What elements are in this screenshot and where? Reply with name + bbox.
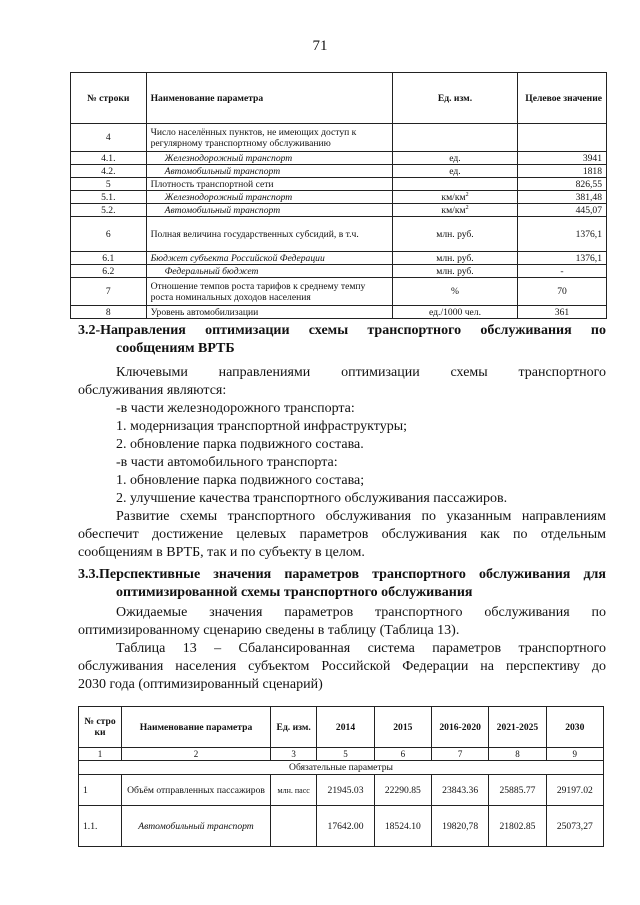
list-item: 2. обновление парка подвижного состава. [116, 437, 364, 452]
row-unit [393, 191, 518, 204]
heading-line: оптимизированной схемы транспортного обслуживания [116, 585, 473, 600]
section-title: Обязательные параметры [79, 761, 604, 775]
row-value: - [517, 265, 606, 278]
unit-superscript: 2 [465, 191, 469, 198]
page-number: 71 [312, 38, 328, 54]
header-2016-2020: 2016-2020 [431, 707, 488, 748]
header-row-number: № строки [71, 73, 147, 124]
value-2014: 17642.00 [317, 806, 374, 847]
row-unit [393, 124, 518, 152]
section-3-2-heading [78, 322, 606, 358]
value-2015: 22290.85 [374, 775, 431, 806]
table-row [71, 124, 607, 152]
value-2016-2020: 23843.36 [431, 775, 488, 806]
row-unit [270, 806, 316, 847]
row-unit: % [393, 278, 518, 306]
header-2030: 2030 [546, 707, 603, 748]
table-row [79, 806, 604, 847]
table-row [71, 306, 607, 319]
row-value: 826,55 [517, 178, 606, 191]
list-title: -в части железнодорожного транспорта: [116, 401, 355, 416]
row-unit: млн. руб. [393, 252, 518, 265]
row-number: 4.1. [71, 152, 147, 165]
header-parameter-name: Наименование параметра [146, 73, 392, 124]
row-value: 361 [517, 306, 606, 319]
list-item: 1. обновление парка подвижного состава; [116, 473, 365, 488]
paragraph-line: оптимизированному сценарию сведены в таблицу (Таблица 13). [78, 623, 460, 638]
row-number: 7 [71, 278, 147, 306]
header-2021-2025: 2021-2025 [489, 707, 546, 748]
value-2016-2020: 19820,78 [431, 806, 488, 847]
row-number: 8 [71, 306, 147, 319]
heading-line: сообщениям ВРТБ [116, 341, 235, 356]
column-number: 2 [121, 748, 270, 761]
value-2030: 29197.02 [546, 775, 603, 806]
unit-text: км/км [441, 204, 466, 216]
row-value: 3941 [517, 152, 606, 165]
row-number: 4 [71, 124, 147, 152]
paragraph-line: Ожидаемые значения параметров транспортного обслуживания по [116, 605, 606, 620]
table-header-row [79, 707, 604, 748]
header-target-value: Целевое значение [517, 73, 606, 124]
heading-line: 3.3.Перспективные значения параметров транспортного обслуживания для [78, 567, 606, 582]
row-unit: млн. пасс [270, 775, 316, 806]
table-row [71, 252, 607, 265]
row-value: 1818 [517, 165, 606, 178]
row-name: Полная величина государственных субсидий, в т.ч. [146, 217, 392, 252]
target-parameters-table [70, 72, 607, 319]
table-caption-line: обслуживания населения субъектом Российской Федерации на перспективу до [78, 659, 606, 674]
column-number: 9 [546, 748, 603, 761]
row-name: Уровень автомобилизации [146, 306, 392, 319]
paragraph-line: Развитие схемы транспортного обслуживания по указанным направлениям [116, 509, 606, 524]
row-number: 5.1. [71, 191, 147, 204]
table-row [71, 204, 607, 217]
row-number: 1 [79, 775, 122, 806]
row-name: Автомобильный транспорт [146, 165, 392, 178]
row-name: Железнодорожный транспорт [146, 152, 392, 165]
unit-superscript: 2 [465, 204, 469, 211]
header-2015: 2015 [374, 707, 431, 748]
table-row [71, 165, 607, 178]
table-row [71, 152, 607, 165]
column-number: 7 [431, 748, 488, 761]
row-unit: млн. руб. [393, 217, 518, 252]
row-value: 70 [517, 278, 606, 306]
table-caption-line: 2030 года (оптимизированный сценарий) [78, 677, 323, 692]
row-value: 1376,1 [517, 217, 606, 252]
section-3-3-body [78, 604, 606, 694]
value-2021-2025: 21802.85 [489, 806, 546, 847]
row-value: 1376,1 [517, 252, 606, 265]
list-item: 2. улучшение качества транспортного обслуживания пассажиров. [116, 491, 508, 506]
row-unit [393, 178, 518, 191]
row-number: 6 [71, 217, 147, 252]
table-row [79, 775, 604, 806]
section-row [79, 761, 604, 775]
row-unit [393, 204, 518, 217]
header-2014: 2014 [317, 707, 374, 748]
column-number: 8 [489, 748, 546, 761]
column-number: 1 [79, 748, 122, 761]
section-3-3-heading [78, 566, 606, 602]
row-value: 381,48 [517, 191, 606, 204]
row-number: 1.1. [79, 806, 122, 847]
row-name: Автомобильный транспорт [146, 204, 392, 217]
heading-line: 3.2-Направления оптимизации схемы транспортного обслуживания по [78, 323, 606, 338]
paragraph-line: сообщениям в ВРТБ, так и по субъекту в целом. [78, 545, 365, 560]
table-row [71, 278, 607, 306]
row-value [517, 124, 606, 152]
table-row [71, 265, 607, 278]
section-3-2-body [78, 364, 606, 562]
row-value: 445,07 [517, 204, 606, 217]
row-name: Объём отправленных пассажиров [121, 775, 270, 806]
column-number: 5 [317, 748, 374, 761]
row-number: 5.2. [71, 204, 147, 217]
row-name: Федеральный бюджет [146, 265, 392, 278]
row-number: 6.1 [71, 252, 147, 265]
value-2015: 18524.10 [374, 806, 431, 847]
paragraph-line: Ключевыми направлениями оптимизации схемы транспортного [116, 365, 606, 380]
balanced-parameters-table [78, 706, 604, 847]
table-header-row [71, 73, 607, 124]
row-name: Отношение темпов роста тарифов к среднему темпу роста номинальных доходов населения [146, 278, 392, 306]
paragraph-line: обеспечит достижение целевых параметров обслуживания как по отдельным [78, 527, 606, 542]
row-number: 6.2 [71, 265, 147, 278]
column-number-row [79, 748, 604, 761]
row-unit: млн. руб. [393, 265, 518, 278]
list-item: 1. модернизация транспортной инфраструктуры; [116, 419, 407, 434]
header-unit: Ед. изм. [270, 707, 316, 748]
row-name: Число населённых пунктов, не имеющих доступ к регулярному транспортному обслуживанию [146, 124, 392, 152]
column-number: 3 [270, 748, 316, 761]
column-number: 6 [374, 748, 431, 761]
row-number: 4.2. [71, 165, 147, 178]
row-name: Автомобильный транспорт [121, 806, 270, 847]
table-row [71, 178, 607, 191]
list-title: -в части автомобильного транспорта: [116, 455, 338, 470]
row-name: Железнодорожный транспорт [146, 191, 392, 204]
value-2014: 21945.03 [317, 775, 374, 806]
paragraph-line: обслуживания являются: [78, 383, 227, 398]
value-2021-2025: 25885.77 [489, 775, 546, 806]
table-row [71, 191, 607, 204]
header-unit: Ед. изм. [393, 73, 518, 124]
row-unit: ед./1000 чел. [393, 306, 518, 319]
table-caption-line: Таблица 13 – Сбалансированная система параметров транспортного [116, 641, 606, 656]
header-parameter-name: Наименование параметра [121, 707, 270, 748]
row-unit: ед. [393, 165, 518, 178]
row-number: 5 [71, 178, 147, 191]
row-unit: ед. [393, 152, 518, 165]
row-name: Плотность транспортной сети [146, 178, 392, 191]
row-name: Бюджет субъекта Российской Федерации [146, 252, 392, 265]
value-2030: 25073,27 [546, 806, 603, 847]
unit-text: км/км [441, 191, 466, 203]
header-row-number: № стро ки [79, 707, 122, 748]
table-row [71, 217, 607, 252]
